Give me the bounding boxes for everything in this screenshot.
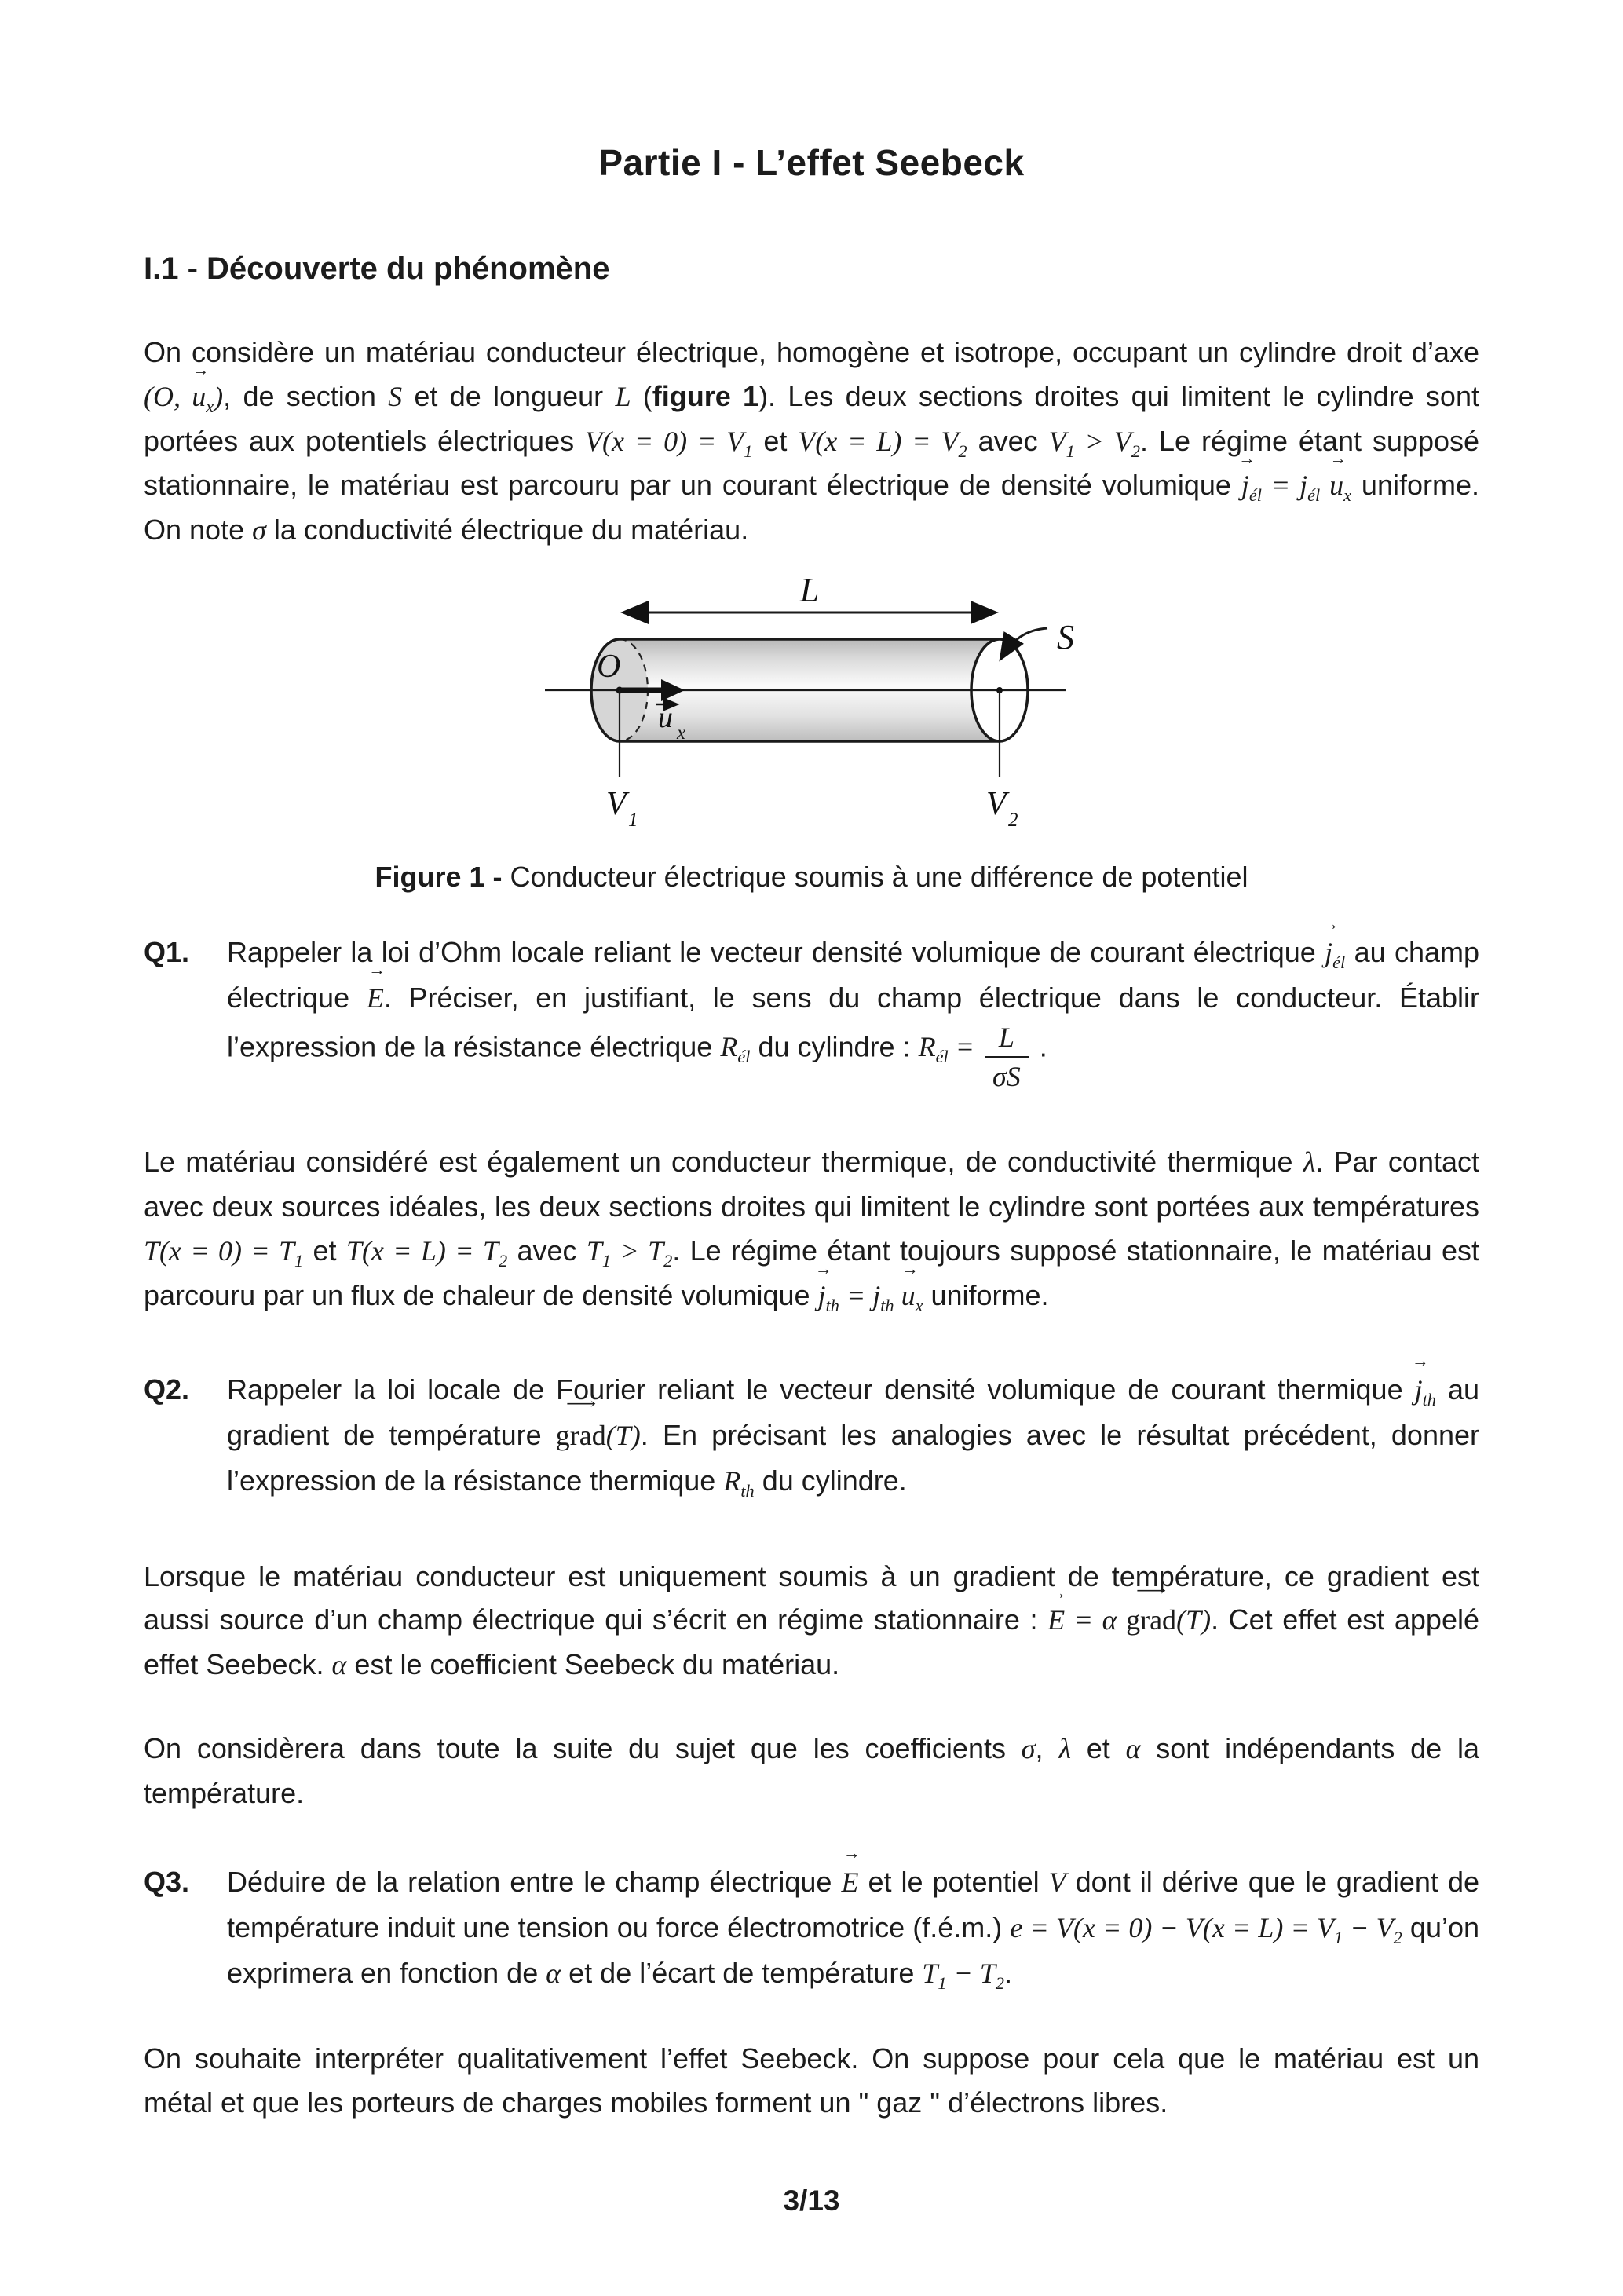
question-q2-label: Q2. [144, 1373, 190, 1406]
page-title: Partie I - L’effet Seebeck [598, 142, 1025, 183]
figure-caption-text: Conducteur électrique soumis à une différence de potentiel [510, 860, 1248, 893]
question-q3-label: Q3. [144, 1865, 190, 1898]
unit-vector-label-sub: x [676, 722, 685, 744]
section-heading: I.1 - Découverte du phénomène [144, 251, 610, 286]
figure-caption-prefix: Figure 1 - [375, 860, 503, 893]
v1-label: V [605, 785, 627, 822]
figure-caption [144, 861, 1479, 894]
question-q1-label: Q1. [144, 935, 190, 968]
section-label: S [1056, 617, 1074, 656]
paragraph-coefficients: On considèrera dans toute la suite du sujet que les coefficients σ, λ et α sont indépendants de la température. [144, 1731, 1479, 1809]
v1-label-sub: 1 [627, 809, 638, 831]
page-number: 3/13 [783, 2184, 840, 2217]
v2-label: V [985, 785, 1007, 822]
paragraph-intro: On considère un matériau conducteur électrique, homogène et isotrope, occupant un cylindre droit d’axe (O, $u \to_x$), de section S et de longueur L (figure 1). Les deux sections droites qui limitent le cylindre sont portées aux potentiels électriques $V(x = 0) = V_1$ et $V(x = L) = V_2$ avec $V_1 > V_2$. Le régime étant supposé stationnaire, le matériau est parcouru par un courant électrique de densité volumique $j \to_{él} = j_{él}$ $u \to_x$ uniforme. On note σ la conductivité électrique du matériau. [144, 331, 1479, 553]
question-q3-body: Déduire de la relation entre le champ électrique E → et le potentiel V dont il dérive que le gradient de température induit une tension ou force électromotrice (f.é.m.) $e = V(x = 0) - V(x = L) = V_1 - V_2$ qu’on exprimera en fonction de α et de l’écart de température $T_1 - T_2$. [227, 1859, 1479, 1997]
question-q2 [144, 1367, 1479, 1504]
length-label: L [799, 570, 819, 609]
question-q1 [144, 930, 1479, 1093]
unit-vector-label: u [657, 700, 673, 734]
origin-label: O [596, 648, 620, 685]
figure-1 [144, 558, 1479, 843]
figure-1-diagram [466, 558, 1157, 836]
question-q2-body: Rappeler la loi locale de Fourier reliant le vecteur densité volumique de courant thermique $j \to_{th}$ au gradient de température grad ⟶(T). En précisant les analogies avec le résultat précédent, donner l’expression de la résistance thermique $R_{th}$ du cylindre. [227, 1367, 1479, 1504]
paragraph-thermal: Le matériau considéré est également un conducteur thermique, de conductivité thermique λ. Par contact avec deux sources idéales, les deux sections droites qui limitent le cylindre sont portées aux températures $T(x = 0) = T_1$ et $T(x = L) = T_2$ avec $T_1 > T_2$. Le régime étant toujours supposé stationnaire, le matériau est parcouru par un flux de chaleur de densité volumique $j \to_{th} = j_{th}$ $u \to_x$ uniforme. [144, 1140, 1479, 1318]
paragraph-interpretation: On souhaite interpréter qualitativement l’effet Seebeck. On suppose pour cela que le matériau est un métal et que les porteurs de charges mobiles forment un " gaz " d’électrons libres. [144, 2042, 1479, 2119]
question-q3 [144, 1859, 1479, 1997]
paragraph-seebeck: Lorsque le matériau conducteur est uniquement soumis à un gradient de température, ce gradient est aussi source d’un champ électrique qui s’écrit en régime stationnaire : E → = α grad ⟶(T). Cet effet est appelé effet Seebeck. α est le coefficient Seebeck du matériau. [144, 1555, 1479, 1687]
v2-label-sub: 2 [1007, 809, 1018, 831]
question-q1-body: Rappeler la loi d’Ohm locale reliant le vecteur densité volumique de courant électrique $j \to_{él}$ au champ électrique E →. Préciser, en justifiant, le sens du champ électrique dans le conducteur. Établir l’expression de la résistance électrique $R_{él}$ du cylindre : $R_{él}$ = $\frac{L}{\sigma S}$ . [227, 930, 1479, 1093]
